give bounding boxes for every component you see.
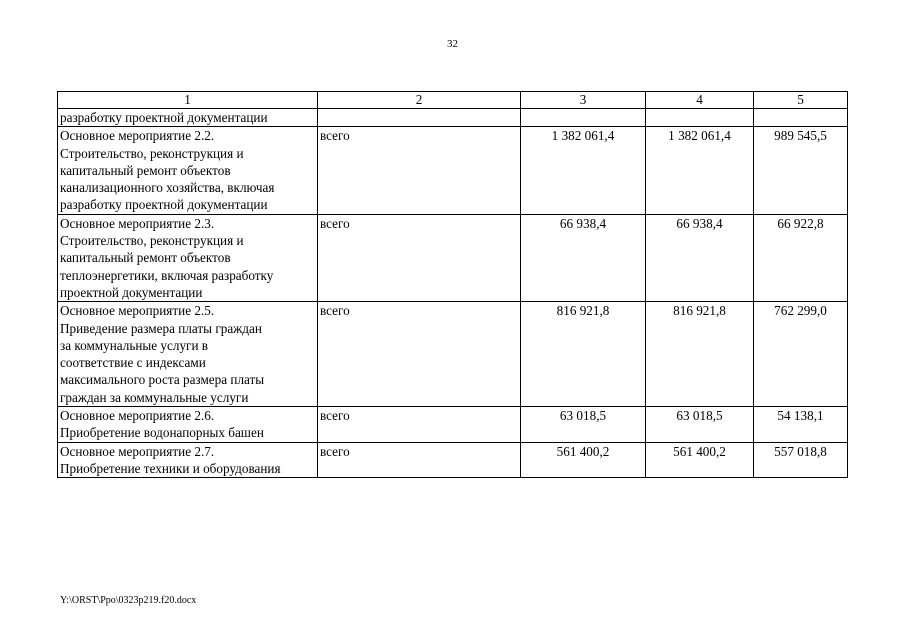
cell-value-col5 xyxy=(754,109,848,127)
cell-funding-source: всего xyxy=(318,214,521,301)
table-body xyxy=(58,92,848,478)
table-row xyxy=(58,302,848,407)
cell-description: Основное мероприятие 2.6. Приобретение водонапорных башен xyxy=(58,407,318,443)
cell-value-col4: 1 382 061,4 xyxy=(646,127,754,214)
header-col-5: 5 xyxy=(754,92,848,109)
cell-funding-source: всего xyxy=(318,302,521,407)
cell-description: разработку проектной документации xyxy=(58,109,318,127)
cell-value-col4: 63 018,5 xyxy=(646,407,754,443)
cell-description: Основное мероприятие 2.7. Приобретение техники и оборудования xyxy=(58,442,318,478)
header-col-1: 1 xyxy=(58,92,318,109)
cell-description: Основное мероприятие 2.5. Приведение размера платы граждан за коммунальные услуги в соответствие с индексами максимального роста размера платы граждан за коммунальные услуги xyxy=(58,302,318,407)
budget-table xyxy=(57,91,848,478)
table-row xyxy=(58,127,848,214)
table-row xyxy=(58,407,848,443)
cell-value-col4: 561 400,2 xyxy=(646,442,754,478)
table-row xyxy=(58,109,848,127)
cell-value-col3: 63 018,5 xyxy=(521,407,646,443)
table-row xyxy=(58,442,848,478)
cell-value-col3: 1 382 061,4 xyxy=(521,127,646,214)
header-col-2: 2 xyxy=(318,92,521,109)
cell-description: Основное мероприятие 2.2. Строительство, реконструкция и капитальный ремонт объектов канализационного хозяйства, включая разработку проектной документации xyxy=(58,127,318,214)
cell-value-col5: 66 922,8 xyxy=(754,214,848,301)
cell-funding-source: всего xyxy=(318,407,521,443)
cell-value-col3: 66 938,4 xyxy=(521,214,646,301)
footer-file-path: Y:\ORST\Ppo\0323p219.f20.docx xyxy=(60,595,197,606)
table-header-row xyxy=(58,92,848,109)
cell-value-col3: 561 400,2 xyxy=(521,442,646,478)
cell-value-col4 xyxy=(646,109,754,127)
cell-funding-source: всего xyxy=(318,127,521,214)
header-col-4: 4 xyxy=(646,92,754,109)
cell-value-col5: 762 299,0 xyxy=(754,302,848,407)
cell-value-col5: 989 545,5 xyxy=(754,127,848,214)
header-col-3: 3 xyxy=(521,92,646,109)
cell-value-col5: 557 018,8 xyxy=(754,442,848,478)
cell-funding-source xyxy=(318,109,521,127)
cell-description: Основное мероприятие 2.3. Строительство, реконструкция и капитальный ремонт объектов теплоэнергетики, включая разработку проектной документации xyxy=(58,214,318,301)
page-number: 32 xyxy=(447,38,458,50)
cell-value-col4: 816 921,8 xyxy=(646,302,754,407)
cell-value-col3 xyxy=(521,109,646,127)
cell-funding-source: всего xyxy=(318,442,521,478)
cell-value-col5: 54 138,1 xyxy=(754,407,848,443)
table-row xyxy=(58,214,848,301)
cell-value-col3: 816 921,8 xyxy=(521,302,646,407)
cell-value-col4: 66 938,4 xyxy=(646,214,754,301)
